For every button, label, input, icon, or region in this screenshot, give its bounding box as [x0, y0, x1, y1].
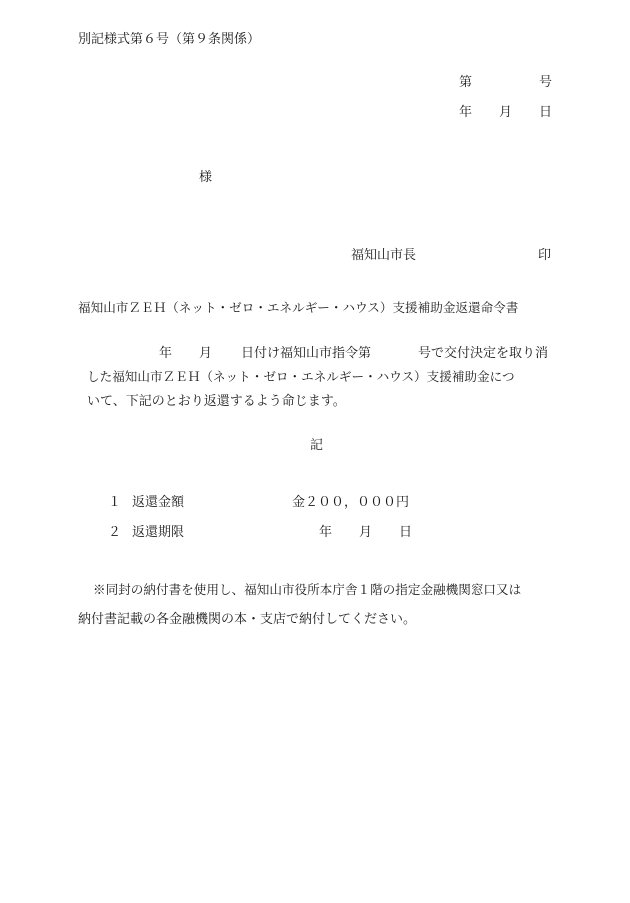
body-line1-month: 月	[199, 346, 213, 361]
body-line3: いて、下記のとおり返還するよう命じます。	[87, 394, 346, 409]
issuer-title: 福知山市長	[351, 248, 417, 263]
body-line1-text-b: 号で交付決定を取り消	[418, 346, 549, 361]
body-line1-text-a: 日付け福知山市指令第	[241, 346, 372, 361]
number-prefix: 第	[459, 75, 473, 90]
item-1-value: 金２００，０００円	[292, 495, 410, 510]
date-day: 日	[539, 105, 553, 120]
item-2-year: 年	[319, 525, 333, 540]
date-year: 年	[459, 105, 473, 120]
item-2-month: 月	[359, 525, 373, 540]
body-line2: した福知山市ＺＥＨ（ネット・ゼロ・エネルギー・ハウス）支援補助金につ	[87, 369, 515, 384]
note-line2: 納付書記載の各金融機関の本・支店で納付してください。	[78, 612, 417, 627]
item-1-label: 返還金額	[132, 495, 185, 510]
number-suffix: 号	[539, 75, 553, 90]
issuer-seal: 印	[538, 248, 552, 263]
document-title: 福知山市ＺＥＨ（ネット・ゼロ・エネルギー・ハウス）支援補助金返還命令書	[78, 300, 519, 315]
ki-heading: 記	[310, 438, 324, 453]
item-2-number: ２	[108, 525, 122, 540]
item-2-day: 日	[399, 525, 413, 540]
body-line1-year: 年	[159, 346, 173, 361]
date-month: 月	[499, 105, 513, 120]
addressee-honorific: 様	[199, 170, 213, 185]
item-1-number: １	[108, 495, 122, 510]
form-id: 別記様式第６号（第９条関係）	[78, 32, 261, 47]
item-2-label: 返還期限	[132, 525, 185, 540]
note-line1: ※同封の納付書を使用し、福知山市役所本庁舎１階の指定金融機関窓口又は	[93, 582, 522, 597]
